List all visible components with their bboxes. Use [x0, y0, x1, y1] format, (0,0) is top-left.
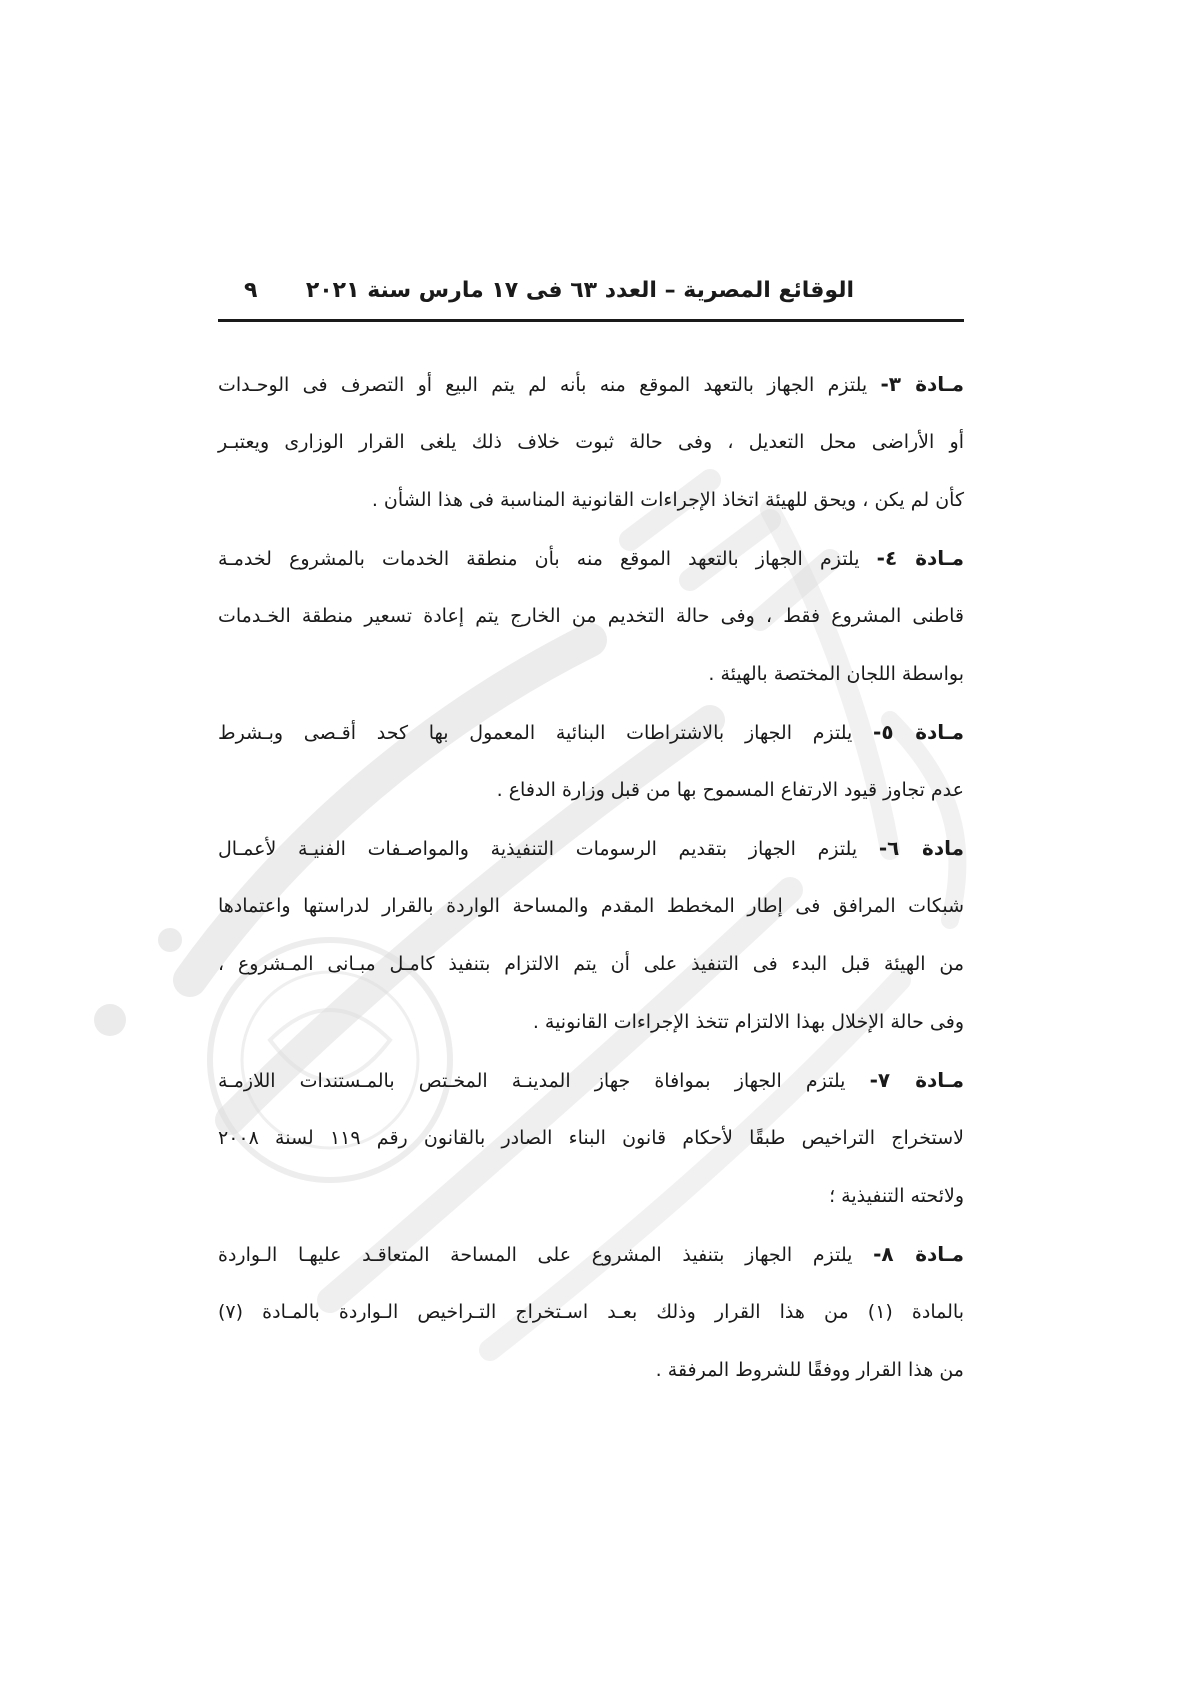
article-text: يلتزم الجهاز بالتعهد الموقع منه بأنه لم يتم البيع أو التصرف فى الوحـدات	[218, 374, 868, 396]
article-line	[218, 355, 964, 413]
article-line: كأن لم يكن ، ويحق للهيئة اتخاذ الإجراءات القانونية المناسبة فى هذا الشأن .	[371, 489, 964, 511]
article-label: مـادة ٣-	[880, 372, 964, 396]
article-line: أو الأراضى محل التعديل ، وفى حالة ثبوت خلاف ذلك يلغى القرار الوزارى ويعتبـر	[218, 431, 964, 453]
article-line: وفى حالة الإخلال بهذا الالتزام تتخذ الإجراءات القانونية .	[532, 1011, 964, 1033]
article-line: من هذا القرار ووفقًا للشروط المرفقة .	[655, 1359, 964, 1381]
article-4	[218, 529, 964, 703]
article-5	[218, 703, 964, 819]
article-label: مـادة ٧-	[869, 1068, 965, 1092]
article-line: من الهيئة قبل البدء فى التنفيذ على أن يتم الالتزام بتنفيذ كامـل مبـانى المـشروع ،	[218, 953, 964, 975]
article-7	[218, 1051, 964, 1225]
article-text: يلتزم الجهاز بتنفيذ المشروع على المساحة المتعاقـد عليهـا الـواردة	[218, 1244, 853, 1266]
article-line: ولائحته التنفيذية ؛	[829, 1185, 964, 1207]
article-line	[218, 1225, 964, 1283]
article-label: مادة ٦-	[878, 836, 964, 860]
article-line	[218, 1051, 964, 1109]
article-line: قاطنى المشروع فقط ، وفى حالة التخديم من الخارج يتم إعادة تسعير منطقة الخـدمات	[218, 605, 964, 627]
article-text: يلتزم الجهاز بالتعهد الموقع منه بأن منطقة الخدمات بالمشروع لخدمـة	[218, 548, 860, 570]
article-line	[218, 529, 964, 587]
article-8	[218, 1225, 964, 1399]
article-line	[218, 703, 964, 761]
article-line: بواسطة اللجان المختصة بالهيئة .	[708, 663, 964, 685]
article-line: عدم تجاوز قيود الارتفاع المسموح بها من قبل وزارة الدفاع .	[496, 779, 964, 801]
document-body	[218, 355, 964, 1399]
page-header	[218, 272, 964, 322]
article-label: مـادة ٥-	[873, 720, 964, 744]
article-line: بالمادة (١) من هذا القرار وذلك بعـد اسـتخراج التـراخيص الـواردة بالمـادة (٧)	[218, 1301, 964, 1323]
article-line: شبكات المرافق فى إطار المخطط المقدم والمساحة الواردة بالقرار لدراستها واعتمادها	[218, 895, 964, 917]
article-line	[218, 819, 964, 877]
article-text: يلتزم الجهاز بموافاة جهاز المدينـة المخـتص بالمـستندات اللازمـة	[218, 1070, 846, 1092]
page-number: ٩	[244, 278, 258, 303]
article-6	[218, 819, 964, 1051]
article-line: لاستخراج التراخيص طبقًا لأحكام قانون البناء الصادر بالقانون رقم ١١٩ لسنة ٢٠٠٨	[218, 1127, 964, 1149]
article-text: يلتزم الجهاز بالاشتراطات البنائية المعمول بها كحد أقـصى وبـشرط	[218, 722, 853, 744]
header-title: الوقائع المصرية – العدد ٦٣ فى ١٧ مارس سنة ٢٠٢١	[305, 278, 854, 303]
article-label: مـادة ٤-	[876, 546, 965, 570]
article-text: يلتزم الجهاز بتقديم الرسومات التنفيذية والمواصـفات الفنيـة لأعمـال	[218, 838, 858, 860]
article-label: مـادة ٨-	[873, 1242, 965, 1266]
article-3	[218, 355, 964, 529]
